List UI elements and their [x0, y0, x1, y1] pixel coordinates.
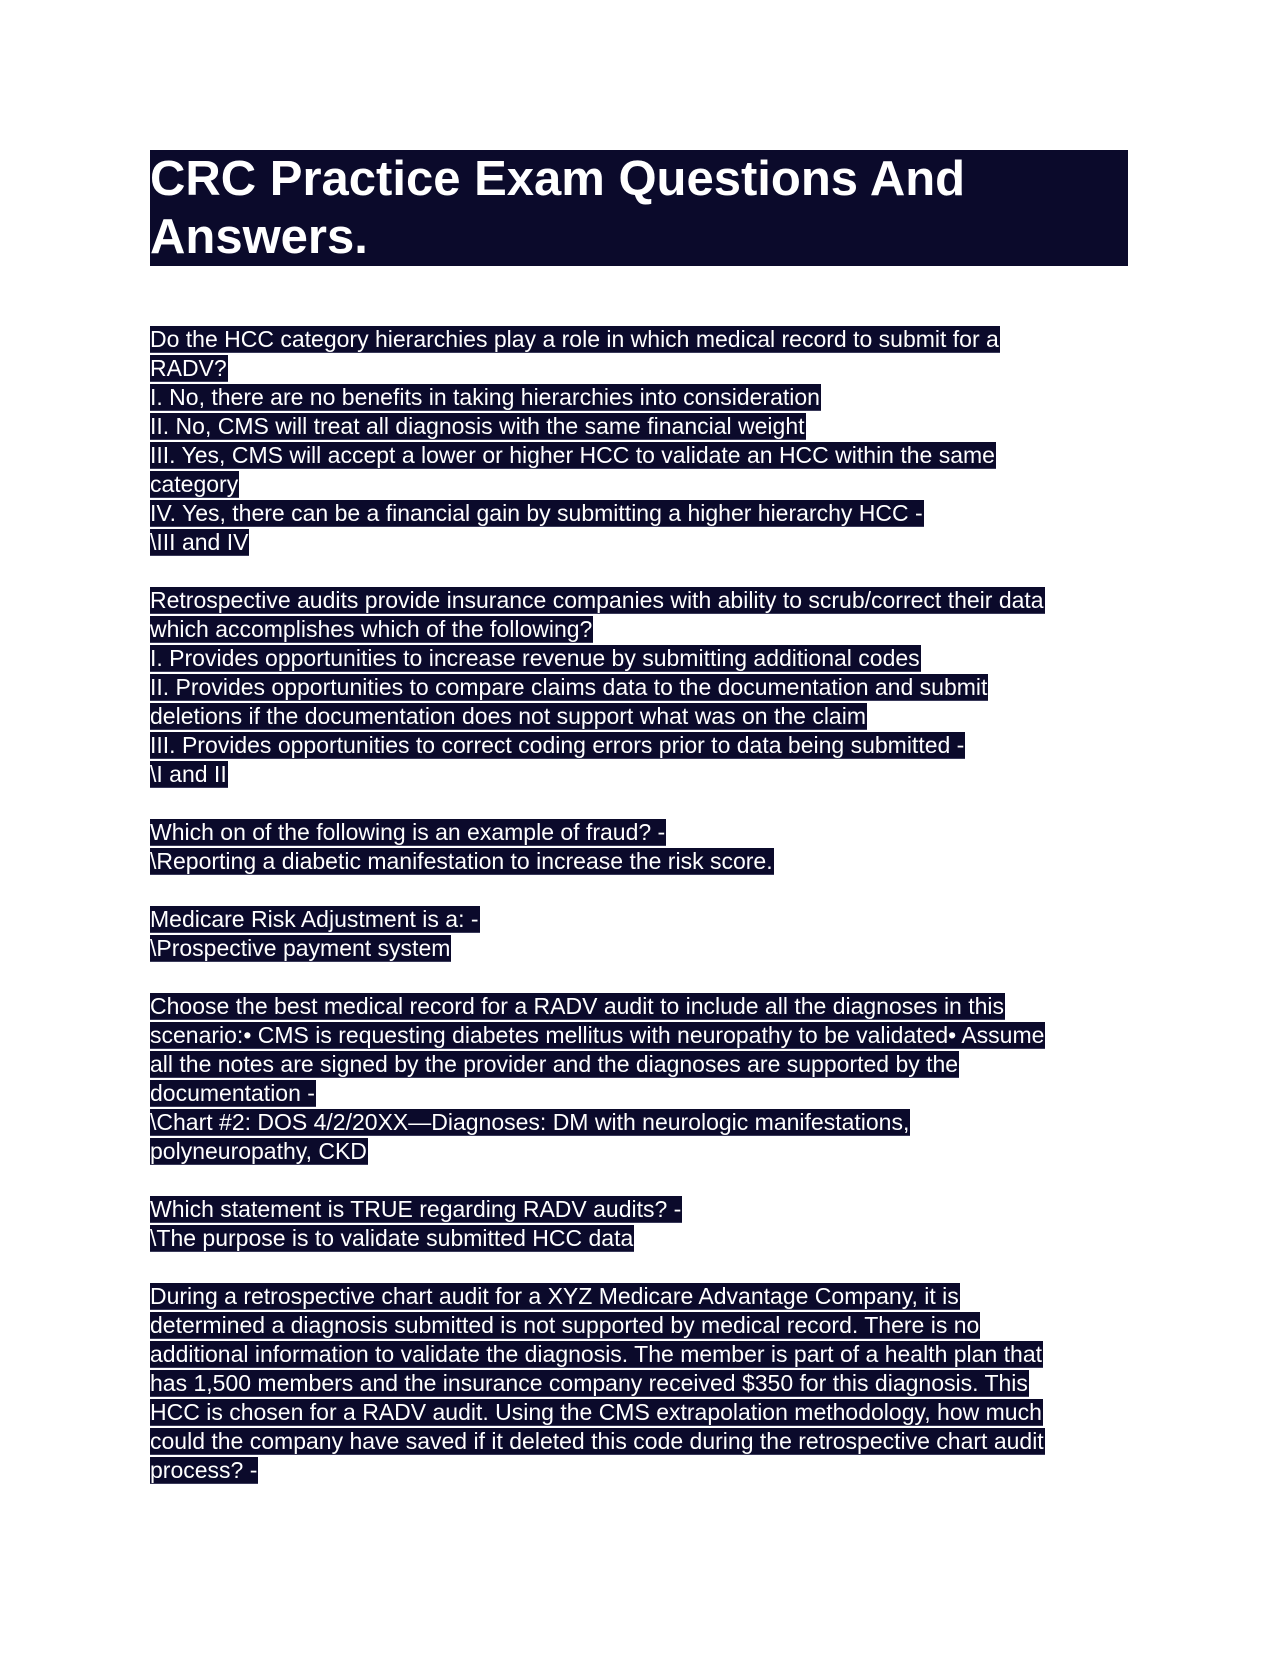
question-block — [150, 1282, 1140, 1485]
text-line — [150, 702, 1140, 731]
title-line: CRC Practice Exam Questions And — [150, 152, 966, 206]
text-line — [150, 499, 1140, 528]
question-block — [150, 1195, 1140, 1253]
text-line — [150, 325, 1140, 354]
highlighted-text: which accomplishes which of the following? — [150, 616, 593, 642]
text-line — [150, 586, 1140, 615]
text-line — [150, 1137, 1140, 1166]
text-line — [150, 1340, 1140, 1369]
highlighted-text: has 1,500 members and the insurance company received $350 for this diagnosis. This — [150, 1370, 1028, 1396]
text-line — [150, 615, 1140, 644]
highlighted-text: process? - — [150, 1457, 258, 1483]
text-line — [150, 383, 1140, 412]
text-line — [150, 934, 1140, 963]
text-line — [150, 1108, 1140, 1137]
text-line — [150, 1282, 1140, 1311]
highlighted-text: Choose the best medical record for a RADV audit to include all the diagnoses in this — [150, 993, 1005, 1019]
text-line — [150, 1021, 1140, 1050]
text-line — [150, 644, 1140, 673]
highlighted-text: could the company have saved if it deleted this code during the retrospective chart audit — [150, 1428, 1044, 1454]
title-line: Answers. — [150, 210, 368, 264]
highlighted-text: III. Yes, CMS will accept a lower or higher HCC to validate an HCC within the same — [150, 442, 995, 468]
highlighted-text: Retrospective audits provide insurance companies with ability to scrub/correct their data — [150, 587, 1044, 613]
highlighted-text: \Prospective payment system — [150, 935, 451, 961]
highlighted-text: During a retrospective chart audit for a XYZ Medicare Advantage Company, it is — [150, 1283, 959, 1309]
text-line — [150, 731, 1140, 760]
highlighted-text: additional information to validate the diagnosis. The member is part of a health plan that — [150, 1341, 1043, 1367]
text-line — [150, 1398, 1140, 1427]
text-line — [150, 1195, 1140, 1224]
text-line — [150, 1311, 1140, 1340]
highlighted-text: I. Provides opportunities to increase revenue by submitting additional codes — [150, 645, 920, 671]
highlighted-text: Do the HCC category hierarchies play a role in which medical record to submit for a — [150, 326, 999, 352]
question-block — [150, 818, 1140, 876]
highlighted-text: \The purpose is to validate submitted HCC data — [150, 1225, 634, 1251]
highlighted-text: IV. Yes, there can be a financial gain by submitting a higher hierarchy HCC - — [150, 500, 923, 526]
highlighted-text: Which on of the following is an example of fraud? - — [150, 819, 666, 845]
question-block — [150, 992, 1140, 1166]
text-line — [150, 1224, 1140, 1253]
highlighted-text: \Reporting a diabetic manifestation to increase the risk score. — [150, 848, 773, 874]
highlighted-text: HCC is chosen for a RADV audit. Using the CMS extrapolation methodology, how much — [150, 1399, 1042, 1425]
highlighted-text: \I and II — [150, 761, 227, 787]
highlighted-text: category — [150, 471, 239, 497]
highlighted-text: II. Provides opportunities to compare claims data to the documentation and submit — [150, 674, 988, 700]
text-line — [150, 992, 1140, 1021]
text-line — [150, 412, 1140, 441]
text-line — [150, 1427, 1140, 1456]
text-line — [150, 441, 1140, 470]
text-line — [150, 1050, 1140, 1079]
highlighted-text: all the notes are signed by the provider and the diagnoses are supported by the — [150, 1051, 959, 1077]
text-line — [150, 470, 1140, 499]
highlighted-text: I. No, there are no benefits in taking hierarchies into consideration — [150, 384, 820, 410]
document-body — [150, 325, 1140, 1514]
text-line — [150, 818, 1140, 847]
highlighted-text: \III and IV — [150, 529, 249, 555]
highlighted-text: II. No, CMS will treat all diagnosis with the same financial weight — [150, 413, 805, 439]
text-line — [150, 760, 1140, 789]
highlighted-text: deletions if the documentation does not support what was on the claim — [150, 703, 866, 729]
highlighted-text: polyneuropathy, CKD — [150, 1138, 367, 1164]
highlighted-text: III. Provides opportunities to correct coding errors prior to data being submitted - — [150, 732, 965, 758]
highlighted-text: Medicare Risk Adjustment is a: - — [150, 906, 479, 932]
question-block — [150, 905, 1140, 963]
question-block — [150, 586, 1140, 789]
text-line — [150, 673, 1140, 702]
highlighted-text: RADV? — [150, 355, 227, 381]
document-title — [150, 150, 1128, 266]
text-line — [150, 354, 1140, 383]
question-block — [150, 325, 1140, 557]
text-line — [150, 847, 1140, 876]
text-line — [150, 1456, 1140, 1485]
highlighted-text: documentation - — [150, 1080, 315, 1106]
text-line — [150, 905, 1140, 934]
highlighted-text: scenario:• CMS is requesting diabetes mellitus with neuropathy to be validated• Assume — [150, 1022, 1045, 1048]
text-line — [150, 1079, 1140, 1108]
text-line — [150, 528, 1140, 557]
text-line — [150, 1369, 1140, 1398]
highlighted-text: \Chart #2: DOS 4/2/20XX—Diagnoses: DM with neurologic manifestations, — [150, 1109, 910, 1135]
highlighted-text: Which statement is TRUE regarding RADV audits? - — [150, 1196, 682, 1222]
highlighted-text: determined a diagnosis submitted is not supported by medical record. There is no — [150, 1312, 980, 1338]
